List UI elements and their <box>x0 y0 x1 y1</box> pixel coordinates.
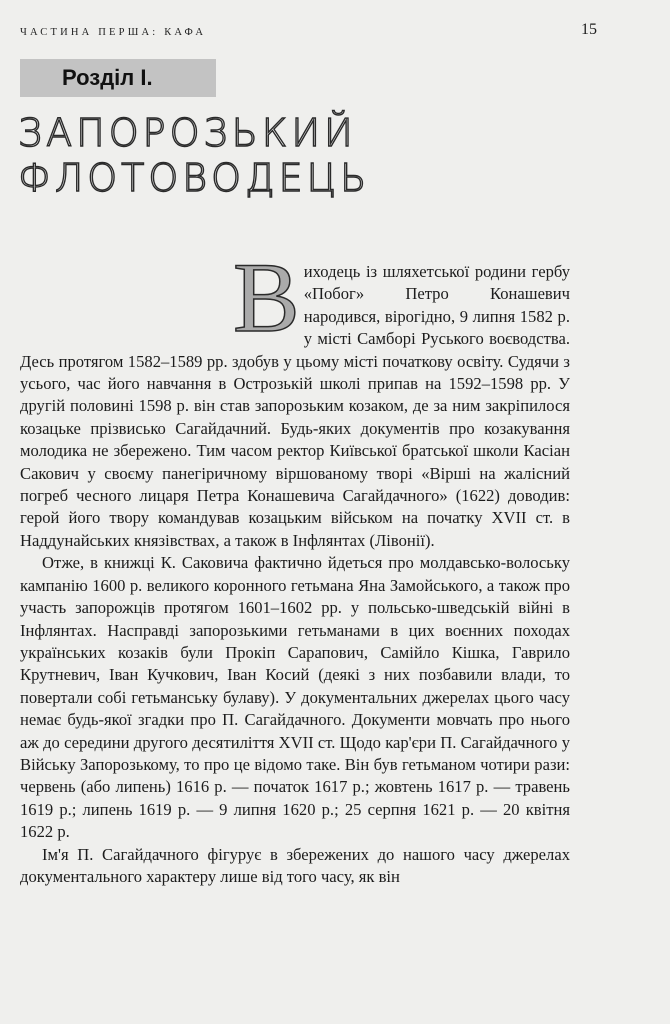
chapter-title-line-2: ФЛОТОВОДЕЦЬ <box>18 156 371 200</box>
paragraph-2: Отже, в книжці К. Саковича фактично йдеться про молдавсько-волоську кампанію 1600 р. великого коронного гетьмана Яна Замойського, а також про участь запорожців протягом 1601–1602 рр. у польсько-шведській війні в Інфлянтах. Насправді запорозькими гетьманами в цих воєнних походах українських козаків були Прокіп Сарапович, Самійло Кішка, Гаврило Крутневич, Іван Кучкович, Іван Косий (деякі з них позбавили влади, то повертали собі гетьманську булаву). У документальних джерелах цього часу немає будь-якої згадки про П. Сагайдачного. Документи мовчать про нього аж до середини другого десятиліття XVII ст. Щодо кар'єри П. Сагайдачного у Війську Запорозькому, то про це відомо таке. Він був гетьманом чотири рази: червень (або липень) 1616 р. — початок 1617 р.; жовтень 1617 р. — травень 1619 р.; липень 1619 р. — 9 липня 1620 р.; 25 серпня 1621 р. — 20 квітня 1622 р. <box>20 553 570 842</box>
paragraph-1 <box>20 242 570 552</box>
chapter-title-line-1: ЗАПОРОЗЬКИЙ <box>18 111 357 155</box>
chapter-title <box>18 111 370 201</box>
drop-cap: В <box>233 242 300 353</box>
paragraph-1-text: иходець із шляхетської родини гербу «Побог» Петро Конашевич народився, вірогідно, 9 липня 1582 р. у місті Самборі Руського воєводства. Десь протягом 1582–1589 рр. здобув у цьому місті початкову освіту. Судячи з усього, час його навчання в Острозькій школі припав на 1592–1598 рр. У другій половині 1598 р. він став запорозьким козаком, де за ним закріпилося козацьке прізвисько Сагайдачний. Будь-яких документів про козакування молодика не збережено. Тим часом ректор Київської братської школи Касіан Сакович у своєму панегіричному віршованому творі «Вірші на жалісний погреб чесного лицаря Петра Конашевича Сагайдачного» (1622) доводив: герой його твору командував козацьким військом на початку XVII ст. в Наддунайських князівствах, а також в Інфлянтах (Лівонії). <box>20 262 570 550</box>
chapter-label: Розділ I. <box>20 59 216 97</box>
body-text <box>20 242 570 888</box>
page-number: 15 <box>581 21 597 38</box>
running-head: ЧАСТИНА ПЕРША: КАФА <box>20 27 207 38</box>
paragraph-3: Ім'я П. Сагайдачного фігурує в збережених до нашого часу джерелах документального характеру лише від того часу, як він <box>20 844 570 886</box>
